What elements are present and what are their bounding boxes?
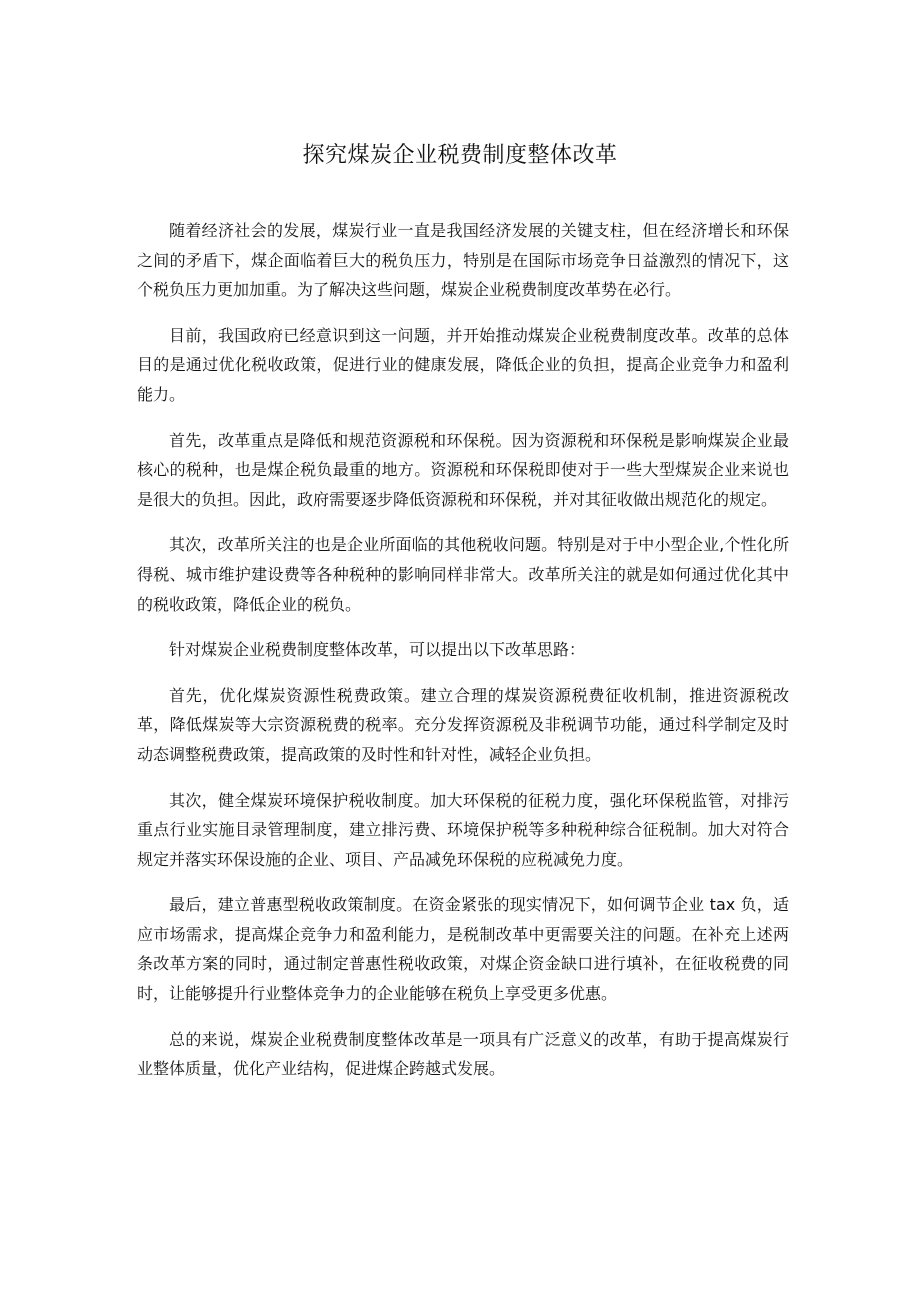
document-title: 探究煤炭企业税费制度整体改革	[302, 143, 618, 168]
paragraph: 针对煤炭企业税费制度整体改革，可以提出以下改革思路：	[169, 640, 586, 660]
paragraph: 其次，健全煤炭环境保护税收制度。加大环保税的征税力度，强化环保税监管，对排污重点行业实施目录管理制度，建立排污费、环境保护税等多种税种综合征税制。加大对符合规定并落实环保设施的企业、项目、产品减免环保税的应税减免力度。	[137, 790, 789, 869]
paragraph: 其次，改革所关注的也是企业所面临的其他税收问题。特别是对于中小型企业,个性化所得税、城市维护建设费等各种税种的影响同样非常大。改革所关注的就是如何通过优化其中的税收政策，降低企业的税负。	[137, 535, 789, 614]
document-body	[137, 216, 789, 1100]
paragraph: 目前，我国政府已经意识到这一问题，并开始推动煤炭企业税费制度改革。改革的总体目的是通过优化税收政策，促进行业的健康发展，降低企业的负担，提高企业竞争力和盈利能力。	[137, 325, 789, 404]
paragraph: 最后，建立普惠型税收政策制度。在资金紧张的现实情况下，如何调节企业 tax 负，适应市场需求，提高煤企竞争力和盈利能力，是税制改革中更需要关注的问题。在补充上述两条改革方案的同时，通过制定普惠性税收政策，对煤企资金缺口进行填补，在征收税费的同时，让能够提升行业整体竞争力的企业能够在税负上享受更多优惠。	[137, 895, 789, 1004]
paragraph: 首先，改革重点是降低和规范资源税和环保税。因为资源税和环保税是影响煤炭企业最核心的税种，也是煤企税负最重的地方。资源税和环保税即使对于一些大型煤炭企业来说也是很大的负担。因此，政府需要逐步降低资源税和环保税，并对其征收做出规范化的规定。	[137, 430, 789, 509]
paragraph: 随着经济社会的发展，煤炭行业一直是我国经济发展的关键支柱，但在经济增长和环保之间的矛盾下，煤企面临着巨大的税负压力，特别是在国际市场竞争日益激烈的情况下，这个税负压力更加加重。为了解决这些问题，煤炭企业税费制度改革势在必行。	[137, 221, 789, 300]
paragraph: 总的来说，煤炭企业税费制度整体改革是一项具有广泛意义的改革，有助于提高煤炭行业整体质量，优化产业结构，促进煤企跨越式发展。	[137, 1029, 789, 1079]
paragraph: 首先，优化煤炭资源性税费政策。建立合理的煤炭资源税费征收机制，推进资源税改革，降低煤炭等大宗资源税费的税率。充分发挥资源税及非税调节功能，通过科学制定及时动态调整税费政策，提高政策的及时性和针对性，减轻企业负担。	[137, 685, 789, 764]
